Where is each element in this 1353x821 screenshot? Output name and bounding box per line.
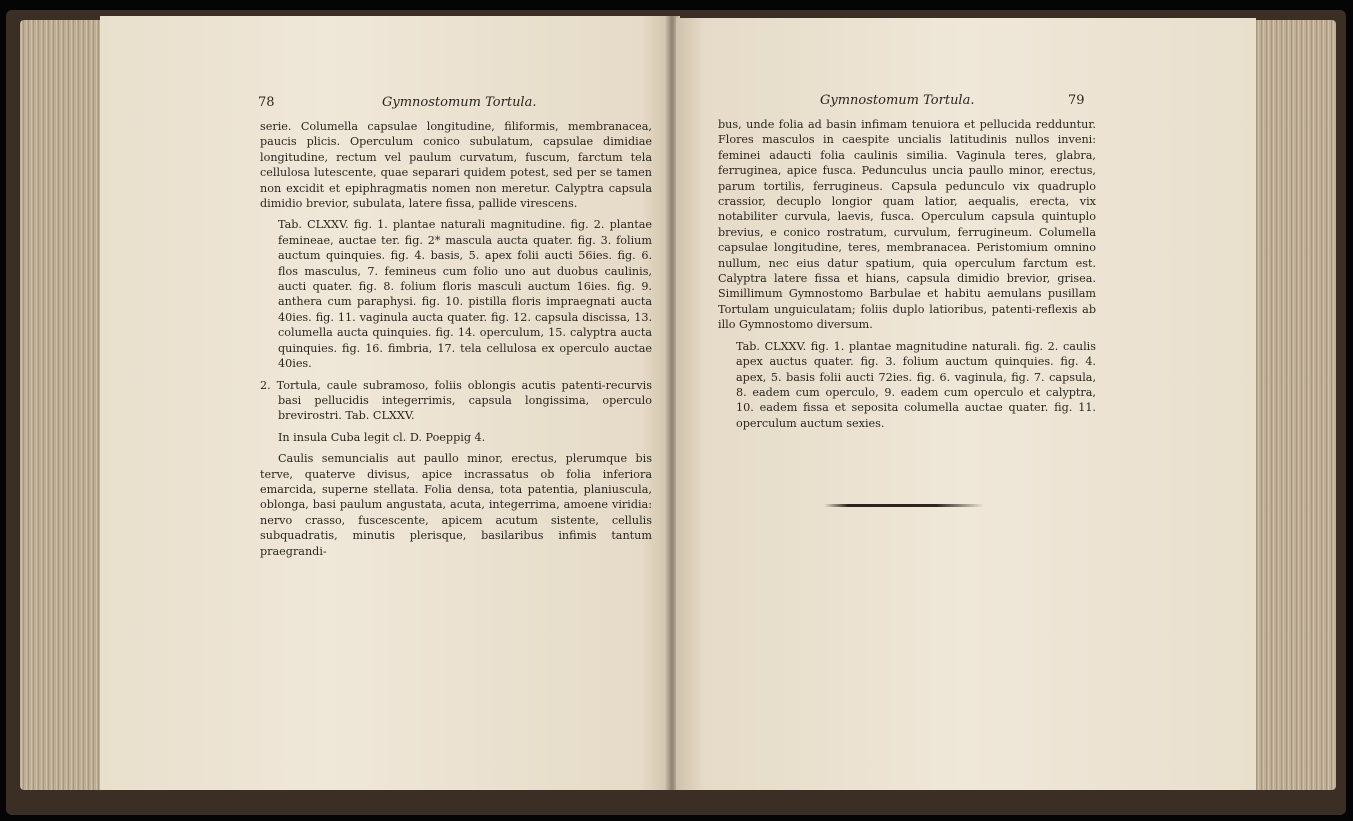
left-header [100, 16, 670, 110]
right-page-number: 79 [1068, 93, 1085, 108]
right-page [676, 18, 1256, 790]
right-running-title: Gymnostomum Tortula. [820, 93, 975, 108]
paragraph: serie. Columella capsulae longitudine, filiformis, membranacea, paucis plicis. Operculum conico subulatum, capsulae dimidiae longitudine, rectum vel paulum curvatum, fuscum, farctum tela cellulosa lutescente, quae separari quidem potest, sed per se tamen non excidit et epiphragmatis nomen non meretur. Calyptra capsula dimidio brevior, subulata, latere fissa, pallide virescens. [260, 120, 652, 211]
left-page [100, 16, 670, 790]
left-running-title: Gymnostomum Tortula. [382, 95, 537, 110]
paragraph: Tab. CLXXV. fig. 1. plantae naturali magnitudine. fig. 2. plantae femineae, auctae ter. fig. 2* mascula aucta quater. fig. 3. folium auctum quinquies. fig. 4. basis, 5. apex folii aucti 56ies. fig. 6. flos masculus, 7. femineus cum folio uno aut duobus caulinis, aucti quater. fig. 8. folium floris masculi auctum 16ies. fig. 9. anthera cum paraphysi. fig. 10. pistilla floris impraegnati aucta 40ies. fig. 11. vaginula aucta quater. fig. 12. capsula discissa, 13. columella aucta quinquies. fig. 14. operculum, 15. calyptra aucta quinquies. fig. 16. fimbria, 17. tela cellulosa ex operculo auctae 40ies. [278, 218, 652, 371]
paragraph: bus, unde folia ad basin infimam tenuiora et pellucida redduntur. Flores masculos in caespite uncialis latitudinis nullos inveni: feminei adaucti folia caulinis similia. Vaginula teres, glabra, ferruginea, apice fusca. Pedunculus uncia paullo minor, erectus, parum tortilis, ferrugineus. Capsula pedunculo vix quadruplo crassior, decuplo longior quam latior, aequalis, erecta, vix notabiliter curvula, laevis, fusca. Operculum capsula quintuplo brevius, e conico rostratum, curvulum, ferrugineum. Columella capsulae longitudine, teres, membranacea. Peristomium omnino nullum, nec eius datur spatium, quia operculum farctum est. Calyptra latere fissa et hians, capsula dimidio brevior, grisea. Simillimum Gymnostomo Barbulae et habitu aemulans pusillam Tortulam unguiculatam; foliis duplo latioribus, patenti-reflexis ab illo Gymnostomo diversum. [718, 118, 1096, 332]
page-edges-left [20, 20, 110, 790]
page-edges-right [1250, 20, 1336, 790]
paragraph: 2. Tortula, caule subramoso, foliis oblongis acutis patenti-recurvis basi pellucidis integerrimis, capsula longissima, operculo brevirostri. Tab. CLXXV. [260, 378, 652, 423]
right-body-text [718, 117, 1096, 431]
paragraph: Caulis semuncialis aut paullo minor, erectus, plerumque bis terve, quaterve divisus, apice incrassatus ob folia inferiora emarcida, superne stellata. Folia densa, tota patentia, planiuscula, oblonga, basi paulum angustata, acuta, integerrima, amoene viridia: nervo crasso, fuscescente, apicem acutum sistente, cellulis subquadratis, minutis plerisque, basilaribus infimis tantum praegrandi- [260, 452, 652, 558]
right-header [676, 18, 1256, 108]
paragraph: Tab. CLXXV. fig. 1. plantae magnitudine naturali. fig. 2. caulis apex auctus quater. fig. 3. folium auctum quinquies. fig. 4. apex, 5. basis folii aucti 72ies. fig. 6. vaginula, fig. 7. capsula, 8. eadem cum operculo, 9. eadem cum operculo et calyptra, 10. eadem fissa et seposita columella auctae quater. fig. 11. operculum auctum sexies. [736, 339, 1096, 430]
left-body-text [260, 119, 652, 559]
left-page-number: 78 [258, 95, 275, 110]
paragraph: In insula Cuba legit cl. D. Poeppig 4. [278, 430, 486, 444]
section-rule [824, 504, 984, 507]
